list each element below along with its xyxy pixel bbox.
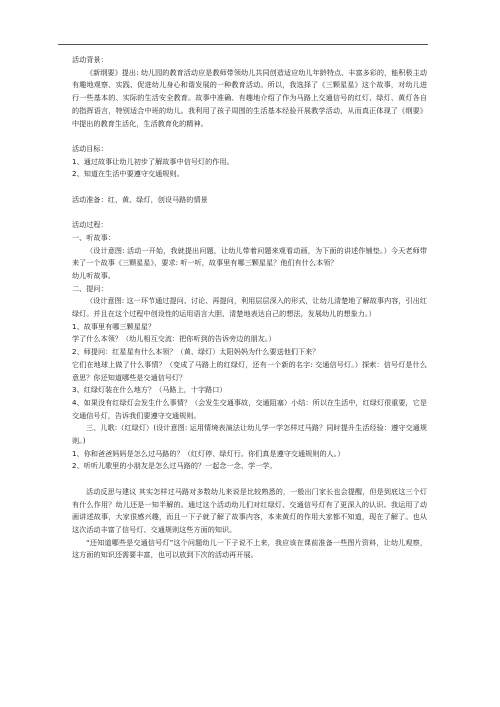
question-2: 2、师提问：红星星有什么本领？（黄、绿灯）太阳妈妈为什么要送他们下来？	[72, 347, 320, 357]
question-3: 3、红绿灯装在什么地方？（马路上，十字路口）	[72, 385, 227, 395]
background-heading: 活动背景：	[72, 55, 108, 64]
spacer	[72, 206, 427, 219]
step-1-design: （设计意图: 活动一开始，我就提出问题，让幼儿带着问题来观看动画，为下面的讲述作铺垫。）今天老师带来了一个故事《三颗星星》，要求: 听一听，故事里有哪三颗星星？他们有什么本领？	[72, 245, 427, 268]
song-question-1: 1、你和爸爸妈妈是怎么过马路的？（红灯停、绿灯行。你们真是遵守交通规则的人。）	[72, 448, 345, 458]
question-2-followup: 它们在地球上做了什么事情？（变成了马路上的红绿灯，还有一个新的名字: 交通信号灯。）探索：信号灯是什么意思？你还知道哪些是交通信号灯？	[72, 359, 427, 382]
spacer	[72, 181, 427, 194]
reflection-paragraph-1: 活动反思与建议 其实怎样过马路对多数幼儿来说是比较熟悉的，一般出门家长也会提醒，但是到底这三个灯有什么作用？幼儿还是一知半解的。通过这个活动幼儿们对红绿灯、交通信号灯有了更深入的认识。我运用了动画讲述故事，大家很感兴趣，而且一下子就了解了故事内容，本来黄灯的作用大家都不知道，现在了解了。也从这次活动丰富了信号灯、交通规则这些方面的知识。	[72, 486, 427, 534]
preparation-text: 活动准备：红、黄、绿灯，创设马路的情景	[72, 194, 208, 204]
spacer	[72, 130, 427, 143]
step-1-activity: 幼儿听故事。	[72, 270, 115, 280]
step-3-heading: 三、儿歌:（红绿灯）(设计意图: 运用情境表演法让幼儿学一学怎样过马路？同时提升生活经验：遵守交通规则。)	[72, 423, 427, 446]
goal-item-2: 2、知道在生活中要遵守交通规则。	[72, 169, 184, 179]
step-2-heading: 二、提问：	[72, 283, 108, 293]
process-heading: 活动过程：	[72, 220, 108, 230]
spacer	[72, 473, 427, 486]
header-rule	[58, 44, 428, 45]
question-1: 1、故事里有哪三颗星星？	[72, 321, 156, 331]
step-2-design: （设计意图: 这一环节通过提问、讨论、再提问，利用层层深入的形式，让幼儿清楚地了解故事内容，引出红绿灯。并且在这个过程中创设性的运用语言大胆、清楚地表达自己的想法，发展幼儿的想象力。）	[72, 296, 427, 319]
background-paragraph: 《新纲要》提出: 幼儿园的教育活动应是教师带领幼儿共同创造适应幼儿年龄特点、丰富多彩的，能积极主动有趣地观察、实践、促进幼儿身心和谐发展的一种教育活动。所以，我选择了《三颗星星》这个故事，对幼儿进行一些基本的、实际的生活安全教育。故事中准确、有趣地介绍了作为马路上交通信号的红灯、绿灯、黄灯各自的指挥语言，特别适合中班的幼儿。我利用了孩子周围的生活基本经验开展教学活动，从而真正体现了《纲要》中提出的教育生活化，生活教育化的精神。	[72, 67, 427, 128]
step-1-heading: 一、听故事：	[72, 232, 115, 242]
question-4: 4、如果没有红绿灯会发生什么事情？（会发生交通事故，交通阻塞）小结：所以在生活中，红绿灯很重要，它是交通信号灯，告诉我们要遵守交通规则。	[72, 397, 427, 420]
goals-heading: 活动目标：	[72, 143, 108, 153]
document-body	[72, 54, 427, 562]
song-question-2: 2、听听儿歌里的小朋友是怎么过马路的？一起念一念、学一学。	[72, 461, 277, 471]
question-1-followup: 学了什么本领？（幼儿相互交流：把你听到的告诉旁边的朋友。）	[72, 334, 276, 344]
reflection-paragraph-2: “还知道哪些是交通信号灯”这个问题幼儿一下子说不上来，我应该在课前准备一些图片资料，让幼儿观察，这方面的知识还需要丰富，也可以放到下次的活动再开展。	[72, 537, 427, 560]
goal-item-1: 1、通过故事让幼儿初步了解故事中信号灯的作用。	[72, 156, 234, 166]
